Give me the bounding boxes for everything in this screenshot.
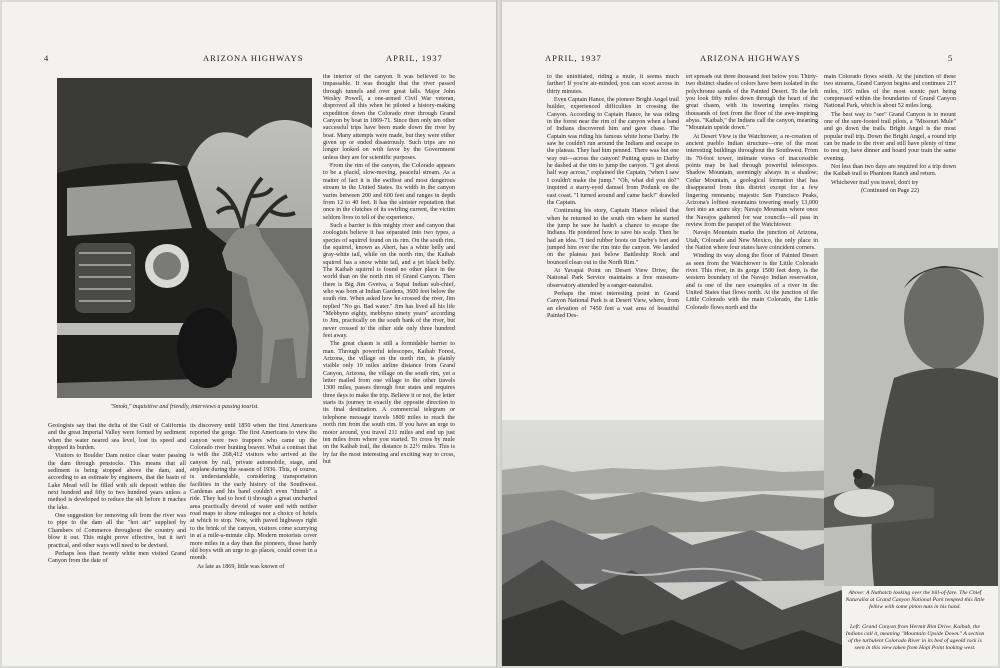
paragraph: At Yavapai Point on Desert View Drive, the National Park Service maintains a free museum-observatory attended by a ranger-naturalist. [547, 267, 679, 289]
photo-caption-deer: "Smoki," inquisitive and friendly, interviews a passing tourist. [110, 404, 259, 410]
page-number-right: 5 [948, 53, 954, 63]
photo-caption-above: Above: A Nuthatch looking over the bill-of-fare. The Chief Naturalist at Grand Canyon National Park tempted this little fellow with some pinon nuts in his hand. [845, 590, 985, 610]
photo-grand-canyon [502, 420, 842, 666]
paragraph: Navajo Mountain marks the junction of Arizona, Utah, Colorado and New Mexico, the only place in the Nation where four states have coincident corners. [686, 230, 818, 251]
paragraph: main Colorado flows south. At the junction of these two streams, Grand Canyon begins and continues 217 miles, 105 miles of the most scenic part being compressed within the boundaries of Grand Canyon National Park, which is about 52 miles long. [824, 74, 956, 110]
paragraph: Even Captain Hance, the pioneer Bright Angel trail builder, experienced difficulties in crossing the Canyon. According to Captain Hance, he was riding in the forest near the rim of the canyon when a band of Indians discovered him and gave chase. The Captain was riding his famous white horse Darby. He saw he couldn't run around the Indians and escape to the plateau. They had him penned. There was but one way out—across the canyon! Putting spurs to Darby he dashed at the rim to jump the canyon. "I got about half way across," explained the Captain, "when I saw I couldn't make the jump." "Oh, what did you do?" inquired a starry-eyed damsel from Podunk on the east coast. "I turned around and came back!" drawled the Captain. [547, 97, 679, 206]
paragraph: Winding its way along the floor of Painted Desert as seen from the Watchtower is the Little Colorado river. This river, in its gorge 1500 feet deep, is the western boundary of the Navajo Indian reservation, and is one of the rare examples of a river in the United States that flows north. At the junction of the Little Colorado with the main Colorado, the Little Colorado flows north and the [686, 253, 818, 311]
issue-date-right: APRIL, 1937 [545, 53, 602, 63]
photo-caption-left: Left: Grand Canyon from Hermit Rim Drive. Kaibab, the Indians call it, meaning "Mountain Upside Down." A section of the turbulent Colorado River in its bed of ageold rock is seen in this view taken from Hopi Point looking west. [845, 624, 985, 651]
right-column-a [547, 74, 679, 414]
left-page [2, 2, 496, 666]
continued-note: (Continued on Page 22) [860, 188, 920, 195]
paragraph: Not less than two days are required for a trip down the Kaibab trail to Phantom Ranch and return. [824, 164, 956, 178]
paragraph: its discovery until 1850 when the first Americans reported the gorge. The first Americans to view the canyon were two trappers who came up the Colorado river hunting beaver. What a contrast that is with the 268,412 visitors who arrived at the canyon by rail, private automobile, stage, and airplane during the season of 1936. This, of course, is understandable, considering transportation facilities in the early history of the Southwest. Cardenas and his band couldn't even "thumb" a ride. They had to hoof it through a great uncharted area practically devoid of water and with neither road maps to show mileages nor a choice of hotels at which to stop. Now, with paved highways right to the brink of the canyon, visitors come scurrying in at a mile-a-minute clip. Modern motorists cover more miles in a day than the pioneers, those hardy old boys with an urge to go places, could cover in a month. [190, 423, 317, 562]
paragraph: Continuing his story, Captain Hance related that when he returned to the south rim where he started the jump he saw he hadn't a chance to escape the Indians. He pondered how to save his scalp. Then he had an idea. "I tied rubber boots on Darby's feet and jumped him over the rim into the canyon. We landed on the plateau just below Battleship Rock and bounced clean out to the North Rim." [547, 208, 679, 266]
right-column-c [824, 74, 956, 244]
page-number-left: 4 [44, 53, 50, 63]
paragraph: to the uninitiated, riding a mule, it seems much farther! If you're air-minded, you can scoot across in thirty minutes. [547, 74, 679, 95]
magazine-title-right: ARIZONA HIGHWAYS [700, 53, 801, 63]
photo-deer-car [57, 78, 312, 398]
left-column-b-bottom [190, 423, 317, 663]
left-column-a [48, 423, 186, 663]
right-page [502, 2, 998, 666]
paragraph: From the rim of the canyon, the Colorado appears to be a placid, slow-moving, peaceful stream. As a matter of fact it is the swiftest and most dangerous stream in the United States. Its width in the canyon varies between 200 and 600 feet and ranges in depth from 12 to 40 feet. It has the sinister reputation that once in the clutches of its swirling current, the victim seldom lives to tell of the experience. [323, 163, 455, 221]
paragraph: Visitors to Boulder Dam notice clear water passing the dam through penstocks. This means that all sediment is being stopped above the dam, and, according to an estimate by engineers, that the basin of Lake Mead will be filled with silt deposit within the next hundred and fifty to two hundred years unless a method is developed to reduce the silt before it reaches the lake. [48, 453, 186, 511]
paragraph: As late as 1869, little was known of [197, 563, 285, 570]
paragraph: One suggestion for removing silt from the river was to pipe to the dam all the "hot air" supplied by Chambers of Commerce throughout the country and blow it out. This might prove effective, but it isn't practical, and other ways will need to be devised. [48, 513, 186, 549]
magazine-title-left: ARIZONA HIGHWAYS [203, 53, 304, 63]
paragraph: the interior of the canyon. It was believed to be impassable. It was thought that the river passed through tunnels and over great falls. Major John Wesley Powell, a one-armed Civil War veteran, disproved all this when he piloted a history-making expedition down the Colorado river through Grand Canyon by boat in 1869-71. Since then only ten other successful trips have been made down the river by boat. Many attempts were made, but they were either given up or ended disastrously. Such trips are no longer looked on with favor by the Government unless they are for scientific purposes. [323, 74, 455, 161]
paragraph: The great chasm is still a formidable barrier to man. Through powerful telescopes, Kaibab Forest, Arizona, the village on the north rim, is plainly visible only 10 miles airline distance from Grand Canyon, Arizona, the village on the south rim, yet a letter mailed from one village to the other travels 1300 miles, passes through four states and requires three days to make the trip. Believe it or not, the letter starts its journey in exactly the opposite direction to its final destination. A commercial telegram or telephone message travels 1800 miles to reach the north rim from the south rim. If you have an urge to motor around, you travel 211 miles and end up just ten miles from where you started. To cross by mule on the Kaibab trail, the distance is 22½ miles. This is by far the most interesting and exciting way to cross, but [323, 341, 455, 465]
right-column-b [686, 74, 818, 414]
paragraph: Perhaps the most interesting point in Grand Canyon National Park is at Desert View, where, from an elevation of 7450 feet a vast area of beautiful Painted Des- [547, 290, 679, 319]
paragraph: At Desert View is the Watchtower, a re-creation of ancient pueblo Indian structure—one of the most interesting buildings throughout the Southwest. From its 70-foot tower, intimate views of inaccessible points may be had through powerful telescopes. Shadow Mountain, seemingly always in a shadow; Cedar Mountain, a geological formation that has disappeared from this district except for a few lingering remnants; majestic San Francisco Peaks, Arizona's loftiest mountains towering nearly 13,000 feet into an azure sky; Navajo Mountain where once the Navajos gathered for war councils—all pass in review from the parapet of the Watchtower. [686, 133, 818, 228]
paragraph: Whichever trail you travel, don't try [831, 179, 919, 186]
paragraph: The best way to "see" Grand Canyon is to mount one of the sure-footed trail pilots, a "Missouri Mule" and go down the trails. Bright Angel is the most popular trail trip. Down the Bright Angel, a round trip can be made to the river and still have plenty of time to rest up, have dinner and board your train the same evening. [824, 111, 956, 162]
issue-date-left: APRIL, 1937 [386, 53, 443, 63]
paragraph: Perhaps less than twenty white men visited Grand Canyon from the date of [48, 550, 186, 565]
paragraph: ert spreads out three thousand feet below you. Thirty-two distinct shades of colors have been isolated in the polychrome sands of the Painted Desert. To the left you look fifty miles down through the heart of the great chasm, with its towering temples rising thousands of feet from the floor of the awe-inspiring abyss. "Kaibab," the Indians call the canyon, meaning "Mountain upside down." [686, 74, 818, 132]
paragraph: Geologists say that the delta of the Gulf of California and the great Imperial Valley were formed by sediment when the water neared sea level, lost its speed and dropped its burden. [48, 423, 186, 452]
left-column-c [323, 74, 455, 664]
photo-nuthatch-naturalist [824, 248, 998, 586]
paragraph: Such a barrier is this mighty river and canyon that zoologists believe it has separated into two types, a species of squirrel found on its rim. On the south rim, the squirrel, known as Abert, has a white belly and gray-white tail, while on the north rim, the Kaibab squirrel has a snow white tail, and a jet black belly. The Kaibab squirrel is found no other place in the world than on the north rim of Grand Canyon. Then there is Big Jim Gvetva, a Supai Indian sub-chief, who was born at Indian Gardens, 3600 feet below the south rim. When asked how he crossed the river, Jim replied "No go. Bad water." Jim has lived all his life "Mebbyno eighty, mebbyno ninety years" according to Jim, practically on the south bank of the river, but never crossed to the other side only three hundred feet away. [323, 222, 455, 340]
